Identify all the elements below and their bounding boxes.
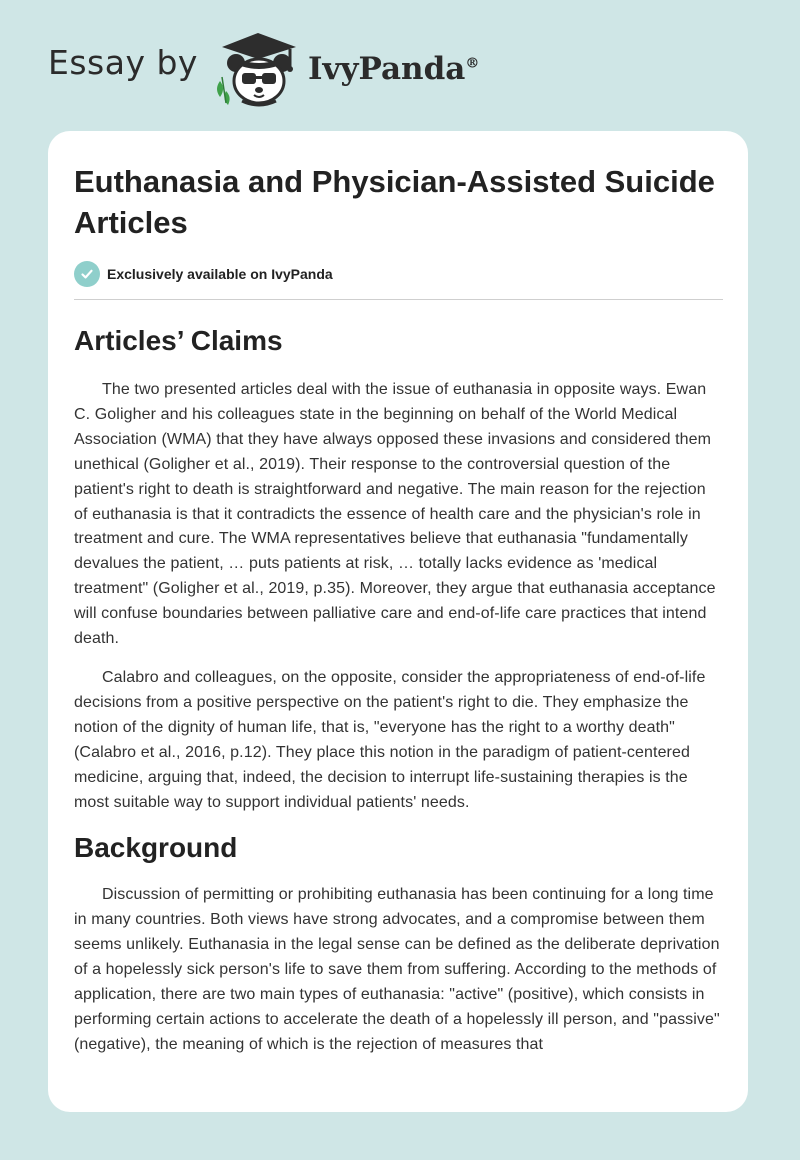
brand-name[interactable] xyxy=(308,51,479,87)
exclusive-label: Exclusively available on IvyPanda xyxy=(107,266,333,282)
divider xyxy=(74,299,723,300)
check-icon xyxy=(74,261,100,287)
paragraph: Calabro and colleagues, on the opposite, consider the appropriateness of end-of-life decisions from a positive perspective on the patient's right to die. They emphasize the notion of the dignity of human life, that is, "everyone has the right to a worthy death" (Calabro et al., 2016, p.12). They place this notion in the paradigm of patient-centered medicine, arguing that, indeed, the decision to interrupt life-sustaining therapies is the most suitable way to support individual patients' needs. xyxy=(74,668,706,811)
article-body xyxy=(74,161,723,1058)
section-heading-claims: Articles’ Claims xyxy=(74,325,283,356)
brand-name-text: IvyPanda xyxy=(307,51,466,87)
article-card xyxy=(48,131,748,1112)
exclusive-badge xyxy=(74,261,723,287)
section-heading-background: Background xyxy=(74,832,238,864)
brand-prefix: Essay by xyxy=(48,42,198,82)
registered-mark: ® xyxy=(465,55,480,72)
paragraph: Discussion of permitting or prohibiting euthanasia has been continuing for a long time in many countries. Both views have strong advocates, and a compromise between them seems unlikely. Euthanasia in the legal sense can be defined as the deliberate deprivation of a hopelessly sick person's life to save them from suffering. According to the methods of application, there are two main types of euthanasia: "active" (positive), which consists in performing certain actions to accelerate the death of a hopelessly ill person, and "passive" (negative), the meaning of which is the rejection of measures that xyxy=(74,886,720,1053)
page-title: Euthanasia and Physician-Assisted Suicide Articles xyxy=(74,164,715,240)
panda-logo-icon[interactable] xyxy=(212,29,304,107)
paragraph: The two presented articles deal with the issue of euthanasia in opposite ways. Ewan C. Goligher and his colleagues state in the beginning on behalf of the World Medical Association (WMA) that they have always opposed these invasions and considered them unethical (Goligher et al., 2019). Their response to the controversial question of the patient's right to death is straightforward and negative. The main reason for the rejection of euthanasia is that it contradicts the essence of health care and the physician's role in treatment and cure. The WMA representatives believe that euthanasia "fundamentally devalues the patient, … puts patients at risk, … totally lacks evidence as 'medical treatment" (Goligher et al., 2019, p.35). Moreover, they argue that euthanasia acceptance will confuse boundaries between palliative care and end-of-life care practices that intend death. xyxy=(74,381,716,648)
site-header xyxy=(48,28,479,108)
